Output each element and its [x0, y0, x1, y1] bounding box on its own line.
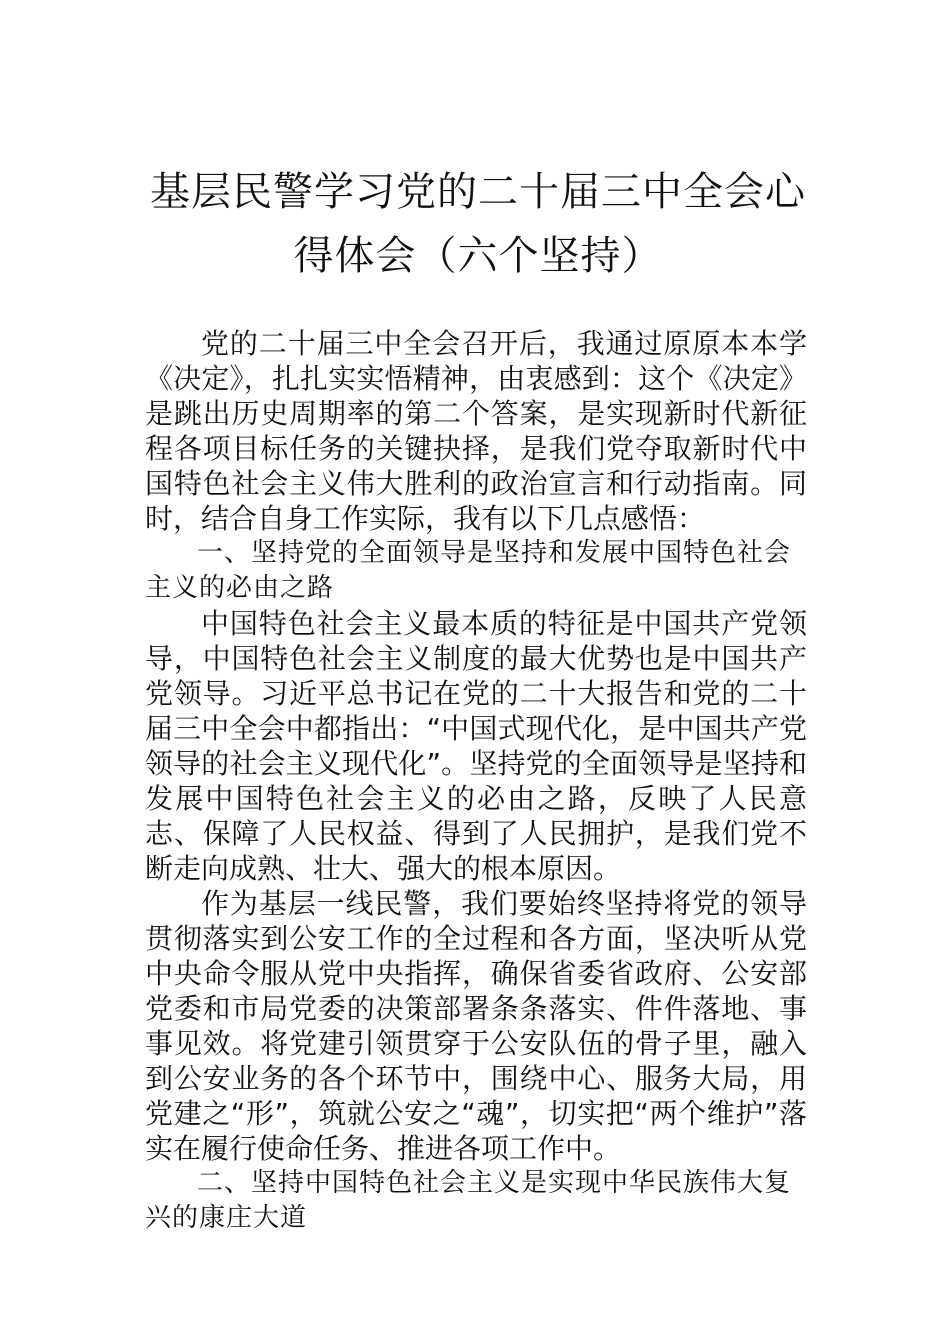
section-heading-1: 一、坚持党的全面领导是坚持和发展中国特色社会主义的必由之路: [145, 538, 792, 603]
section-heading-2: 二、坚持中国特色社会主义是实现中华民族伟大复兴的康庄大道: [145, 1168, 792, 1233]
section-1-paragraph-1: 中国特色社会主义最本质的特征是中国共产党领导，中国特色社会主义制度的最大优势也是中国共产党领导。习近平总书记在党的二十大报告和党的二十届三中全会中都指出：“中国式现代化，是中国共产党领导的社会主义现代化”。坚持党的全面领导是坚持和发展中国特色社会主义的必由之路，反映了人民意志、保障了人民权益、得到了人民拥护，是我们党不断走向成熟、壮大、强大的根本原因。: [145, 607, 807, 885]
section-1-paragraph-2: 作为基层一线民警，我们要始终坚持将党的领导贯彻落实到公安工作的全过程和各方面，坚决听从党中央命令服从党中央指挥，确保省委省政府、公安部党委和市局党委的决策部署条条落实、件件落地、事事见效。将党建引领贯穿于公安队伍的骨子里，融入到公安业务的各个环节中，围绕中心、服务大局，用党建之“形”，筑就公安之“魂”，切实把“两个维护”落实在履行使命任务、推进各项工作中。: [145, 887, 807, 1165]
document-body: [145, 326, 807, 1236]
intro-paragraph: 党的二十届三中全会召开后，我通过原原本本学《决定》，扎扎实实悟精神，由衷感到：这个《决定》是跳出历史周期率的第二个答案，是实现新时代新征程各项目标任务的关键抉择，是我们党夺取新时代中国特色社会主义伟大胜利的政治宣言和行动指南。同时，结合自身工作实际，我有以下几点感悟：: [145, 327, 807, 535]
document-title: 基层民警学习党的二十届三中全会心得体会（六个坚持）: [150, 169, 806, 279]
